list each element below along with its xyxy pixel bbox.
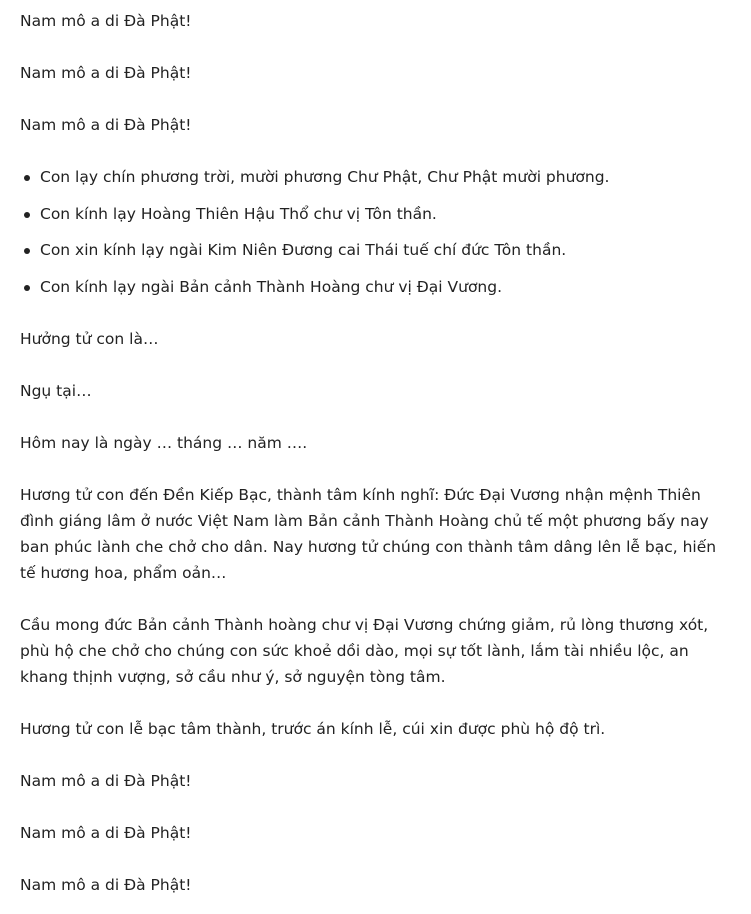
invocation-list xyxy=(20,164,731,300)
opening-chant-3: Nam mô a di Đà Phật! xyxy=(20,116,192,134)
invocation-text: Con xin kính lạy ngài Kim Niên Đương cai Thái tuế chí đức Tôn thần. xyxy=(40,241,567,260)
invocation-item xyxy=(40,201,731,227)
closing-chant-1: Nam mô a di Đà Phật! xyxy=(20,771,192,790)
devotee-name-line: Hưởng tử con là… xyxy=(20,329,159,348)
prayer-paragraph: Cầu mong đức Bản cảnh Thành hoàng chư vị Đại Vương chứng giảm, rủ lòng thương xót, phù hộ che chở cho chúng con sức khoẻ dồi dào, mọi sự tốt lành, lắm tài nhiều lộc, an khang thịnh vượng, sở cầu như ý, sở nguyện tòng tâm. xyxy=(20,615,709,686)
residence-line: Ngụ tại… xyxy=(20,381,92,400)
opening-chant-1: Nam mô a di Đà Phật! xyxy=(20,12,192,30)
invocation-item xyxy=(40,274,731,300)
invocation-item xyxy=(40,237,731,263)
invocation-text: Con lạy chín phương trời, mười phương Chư Phật, Chư Phật mười phương. xyxy=(40,168,610,186)
bullet-icon xyxy=(24,248,30,254)
invocation-text: Con kính lạy Hoàng Thiên Hậu Thổ chư vị Tôn thần. xyxy=(40,204,437,223)
invocation-item xyxy=(40,164,731,190)
offering-paragraph: Hương tử con đến Đền Kiếp Bạc, thành tâm kính nghĩ: Đức Đại Vương nhận mệnh Thiên đình giáng lâm ở nước Việt Nam làm Bản cảnh Thành Hoàng chủ tế một phương bấy nay ban phúc lành che chở cho dân. Nay hương tử chúng con thành tâm dâng lên lễ bạc, hiến tế hương hoa, phẩm oản… xyxy=(20,485,717,582)
invocation-text: Con kính lạy ngài Bản cảnh Thành Hoàng chư vị Đại Vương. xyxy=(40,277,503,296)
date-line: Hôm nay là ngày … tháng … năm …. xyxy=(20,433,308,452)
closing-line: Hương tử con lễ bạc tâm thành, trước án kính lễ, cúi xin được phù hộ độ trì. xyxy=(20,719,606,738)
bullet-icon xyxy=(24,175,30,181)
closing-chant-3: Nam mô a di Đà Phật! xyxy=(20,875,192,894)
closing-chant-2: Nam mô a di Đà Phật! xyxy=(20,823,192,842)
bullet-icon xyxy=(24,285,30,291)
opening-chant-2: Nam mô a di Đà Phật! xyxy=(20,64,192,82)
bullet-icon xyxy=(24,212,30,218)
